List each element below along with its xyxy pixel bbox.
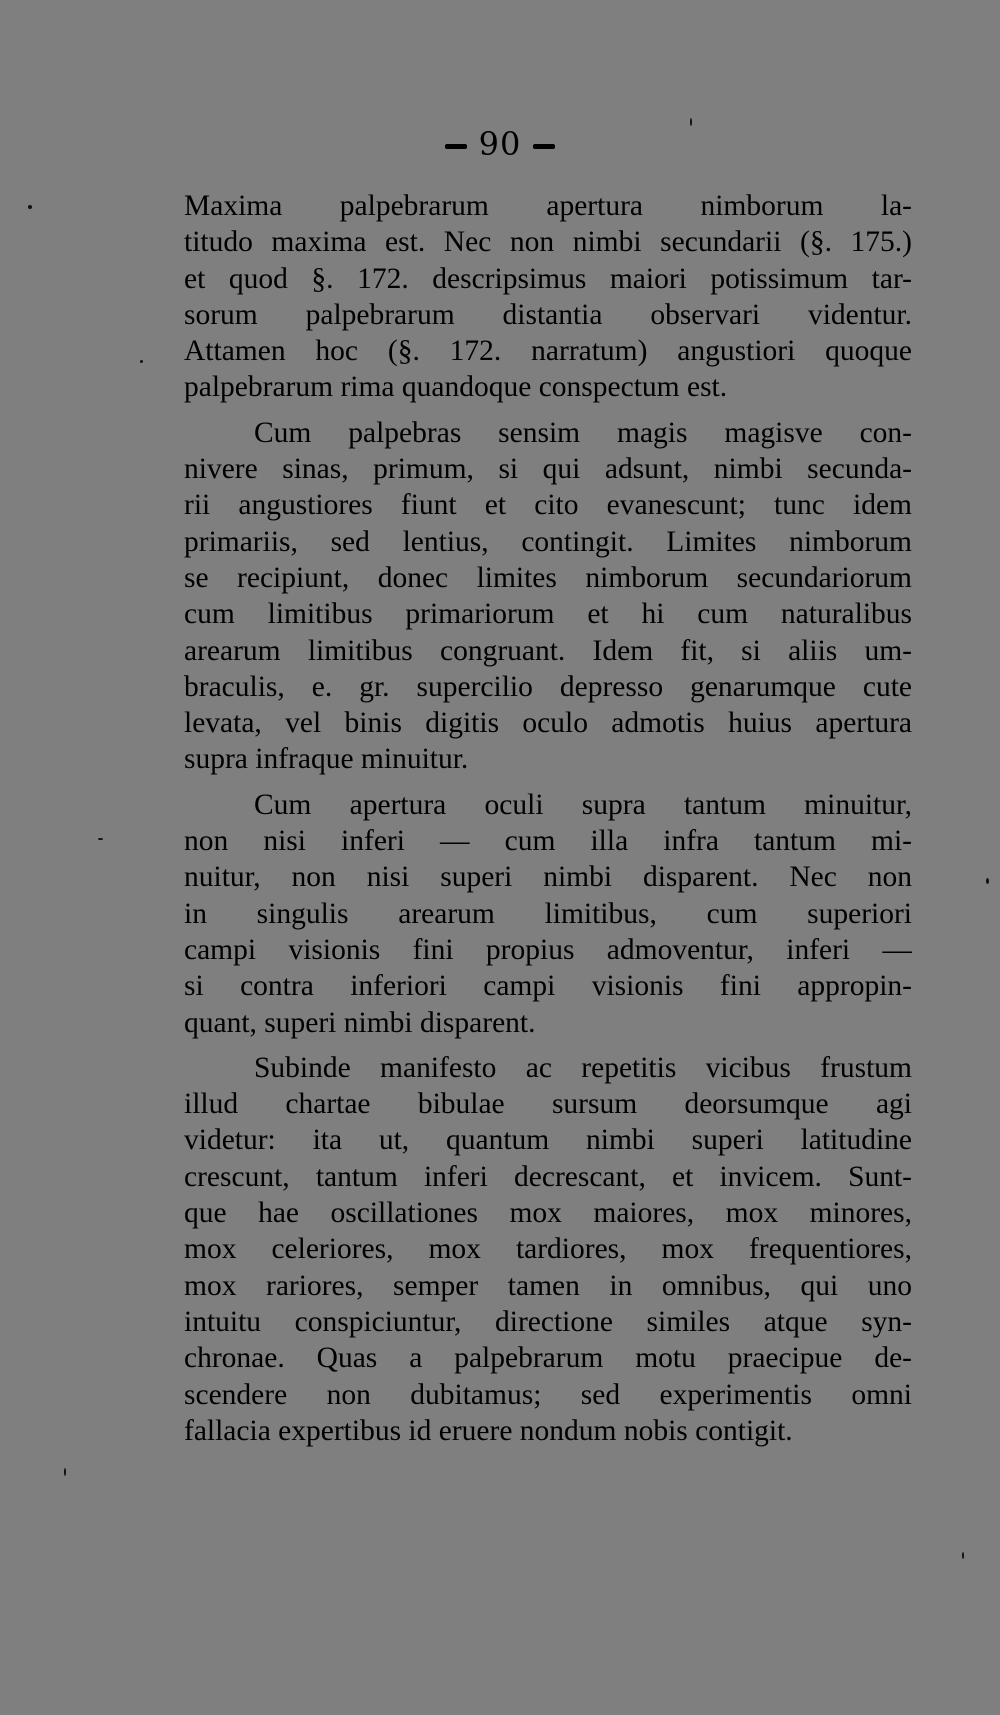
scan-speck: [962, 1552, 964, 1559]
text-line: sorum palpebrarum distantia observari videntur.: [184, 298, 912, 331]
scan-speck: [140, 360, 143, 363]
scan-speck: [690, 118, 692, 126]
text-line: campi visionis fini propius admoventur, inferi —: [184, 933, 912, 966]
text-line: crescunt, tantum inferi decrescant, et invicem. Sunt-: [184, 1160, 912, 1193]
paragraph-2: [184, 415, 912, 778]
text-line: rii angustiores fiunt et cito evanescunt; tunc idem: [184, 489, 912, 522]
text-line: nivere sinas, primum, si qui adsunt, nimbi secunda-: [184, 453, 912, 486]
text-line: levata, vel binis digitis oculo admotis huius apertura: [184, 707, 912, 740]
scan-speck: [28, 205, 32, 209]
text-line: in singulis arearum limitibus, cum superiori: [184, 897, 912, 930]
text-line: supra infraque minuitur.: [184, 743, 469, 776]
text-line: braculis, e. gr. supercilio depresso genarumque cute: [184, 670, 912, 703]
text-line: titudo maxima est. Nec non nimbi secundarii (§. 175.): [184, 226, 912, 259]
text-line: si contra inferiori campi visionis fini appropin-: [184, 970, 912, 1003]
text-line: videtur: ita ut, quantum nimbi superi latitudine: [184, 1124, 912, 1157]
text-line: palpebrarum rima quandoque conspectum est.: [184, 371, 728, 404]
text-line: illud chartae bibulae sursum deorsumque agi: [184, 1088, 912, 1121]
text-line: fallacia expertibus id eruere nondum nobis contigit.: [184, 1414, 793, 1447]
scan-speck: [98, 838, 103, 840]
text-line: mox rariores, semper tamen in omnibus, qui uno: [184, 1269, 912, 1302]
text-line: intuitu conspiciuntur, directione similes atque syn-: [184, 1305, 912, 1338]
text-line: scendere non dubitamus; sed experimentis omni: [184, 1378, 912, 1411]
text-line: Attamen hoc (§. 172. narratum) angustiori quoque: [184, 335, 912, 368]
text-line: Subinde manifesto ac repetitis vicibus frustum: [254, 1051, 912, 1084]
dash-left: [445, 144, 467, 149]
text-line: arearum limitibus congruant. Idem fit, si aliis um-: [184, 634, 912, 667]
page-header: [0, 125, 1000, 163]
text-line: que hae oscillationes mox maiores, mox minores,: [184, 1197, 912, 1230]
text-line: Maxima palpebrarum apertura nimborum la-: [184, 190, 912, 222]
page-number: 90: [478, 125, 522, 163]
body-text: [184, 188, 912, 1449]
text-line: Cum palpebras sensim magis magisve con-: [254, 416, 912, 449]
text-line: cum limitibus primariorum et hi cum naturalibus: [184, 598, 912, 631]
dash-right: [533, 144, 555, 149]
text-line: et quod §. 172. descripsimus maiori potissimum tar-: [184, 262, 912, 295]
text-line: quant, superi nimbi disparent.: [184, 1006, 536, 1039]
scan-speck: [64, 1468, 66, 1476]
paragraph-4: [184, 1050, 912, 1449]
text-line: primariis, sed lentius, contingit. Limites nimborum: [184, 525, 912, 558]
text-line: se recipiunt, donec limites nimborum secundariorum: [184, 561, 912, 594]
paragraph-3: [184, 787, 912, 1041]
scan-speck: [986, 878, 989, 884]
text-line: chronae. Quas a palpebrarum motu praecipue de-: [184, 1342, 912, 1375]
text-line: non nisi inferi — cum illa infra tantum mi-: [184, 825, 912, 858]
text-line: nuitur, non nisi superi nimbi disparent. Nec non: [184, 861, 912, 894]
text-line: Cum apertura oculi supra tantum minuitur,: [254, 788, 912, 821]
paragraph-1: [184, 188, 912, 406]
text-line: mox celeriores, mox tardiores, mox frequentiores,: [184, 1233, 912, 1266]
